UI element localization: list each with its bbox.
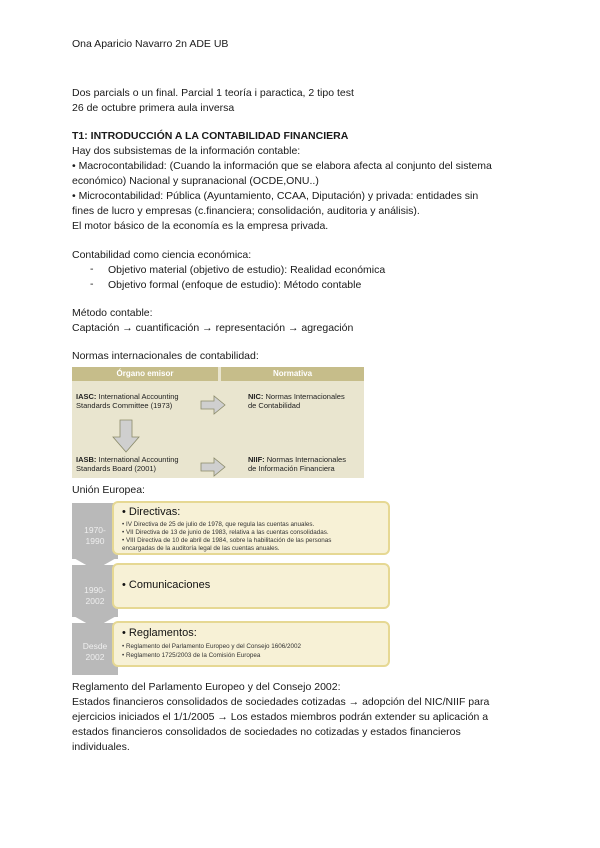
ue-reglamentos-box: [112, 621, 390, 667]
iasc-cell: [76, 392, 179, 410]
subsystems-line: El motor básico de la economía es la empresa privada.: [72, 220, 329, 232]
dash-bullet: -: [90, 278, 94, 290]
reglamento-line: individuales.: [72, 741, 130, 753]
reglamento-line: estados financieros consolidados de sociedades no cotizadas y estados financieros: [72, 726, 461, 738]
iasc-label: IASC:: [76, 392, 97, 401]
normas-figure: [72, 367, 364, 478]
niif-label: NIIF:: [248, 455, 265, 464]
ue-period-text: 1990-: [84, 585, 106, 595]
nic-cell: [248, 392, 345, 410]
nic-label: NIC:: [248, 392, 264, 401]
ue-lead: Unión Europea:: [72, 484, 145, 496]
niif-cell: [248, 455, 346, 473]
reglamento-line: Estados financieros consolidados de sociedades cotizadas → adopción del NIC/NIIF para: [72, 696, 490, 708]
ue-row-item: encargadas de la auditoría legal de las cuentas anuales.: [122, 545, 280, 552]
ue-period-text: 2002: [85, 652, 105, 662]
iasb-cell: [76, 455, 179, 473]
arrow-down-icon: [112, 419, 140, 453]
ue-period-text: 1990: [85, 536, 105, 546]
ue-comunicaciones-box: [112, 563, 390, 609]
subsystems-line: • Microcontabilidad: Pública (Ayuntamiento, CCAA, Diputación) y privada: entidades sin: [72, 190, 479, 202]
intro-line: 26 de octubre primera aula inversa: [72, 102, 235, 114]
ue-figure: [72, 499, 392, 676]
normas-header-left: Órgano emisor: [72, 367, 218, 381]
arrow-right-icon: [200, 457, 226, 477]
dash-bullet: -: [90, 263, 94, 275]
ue-row-item: • IV Directiva de 25 de julio de 1978, que regula las cuentas anuales.: [122, 521, 315, 528]
subsystems-lead: Hay dos subsistemas de la información contable:: [72, 145, 301, 157]
iasb-label: IASB:: [76, 455, 97, 464]
subsystems-line: económico) Nacional y supranacional (OCDE,ONU..): [72, 175, 319, 187]
niif-text-2: de Información Financiera: [248, 464, 335, 473]
metodo-line: Captación → cuantificación → representación → agregación: [72, 322, 354, 334]
normas-lead: Normas internacionales de contabilidad:: [72, 350, 259, 362]
nic-text-2: de Contabilidad: [248, 401, 301, 410]
ue-row-item: • Reglamento 1725/2003 de la Comisión Europea: [122, 652, 261, 659]
ue-row-item: • VIII Directiva de 10 de abril de 1984, sobre la habilitación de las personas: [122, 537, 332, 544]
nic-text-1: Normas Internacionales: [263, 392, 345, 401]
ue-period-text: 2002: [85, 596, 105, 606]
subsystems-line: • Macrocontabilidad: (Cuando la información que se elabora afecta al conjunto del sistema: [72, 160, 492, 172]
ue-row-title: • Directivas:: [122, 506, 181, 518]
niif-text-1: Normas Internacionales: [264, 455, 346, 464]
arrow-right-icon: [200, 395, 226, 415]
ue-directivas-box: [112, 501, 390, 555]
iasc-text-2: Standards Committee (1973): [76, 401, 173, 410]
ue-row-title: • Reglamentos:: [122, 627, 197, 639]
iasb-text-1: International Accounting: [96, 455, 179, 464]
section-title: T1: INTRODUCCIÓN A LA CONTABILIDAD FINANCIERA: [72, 130, 349, 142]
normas-header-right: Normativa: [221, 367, 364, 381]
reglamento-line: ejercicios iniciados el 1/1/2005 → Los estados miembros podrán extender su aplicación a: [72, 711, 489, 723]
iasc-text-1: International Accounting: [96, 392, 179, 401]
intro-line: Dos parcials o un final. Parcial 1 teoría i paractica, 2 tipo test: [72, 87, 354, 99]
ciencia-item: Objetivo material (objetivo de estudio): Realidad económica: [108, 264, 386, 276]
ue-period-text: Desde: [82, 641, 108, 651]
metodo-lead: Método contable:: [72, 307, 153, 319]
subsystems-line: fines de lucro y empresas (c.financiera; consolidación, auditoria y análisis).: [72, 205, 420, 217]
iasb-text-2: Standards Board (2001): [76, 464, 157, 473]
ciencia-item: Objetivo formal (enfoque de estudio): Método contable: [108, 279, 362, 291]
ue-period-text: 1970-: [84, 525, 106, 535]
ue-row-title: • Comunicaciones: [122, 579, 211, 591]
document-header: Ona Aparicio Navarro 2n ADE UB: [72, 38, 229, 50]
ue-row-item: • VII Directiva de 13 de junio de 1983, relativa a las cuentas consolidadas.: [122, 529, 329, 536]
ciencia-lead: Contabilidad como ciencia económica:: [72, 249, 252, 261]
reglamento-lead: Reglamento del Parlamento Europeo y del Consejo 2002:: [72, 681, 341, 693]
ue-row-item: • Reglamento del Parlamento Europeo y del Consejo 1606/2002: [122, 643, 301, 650]
